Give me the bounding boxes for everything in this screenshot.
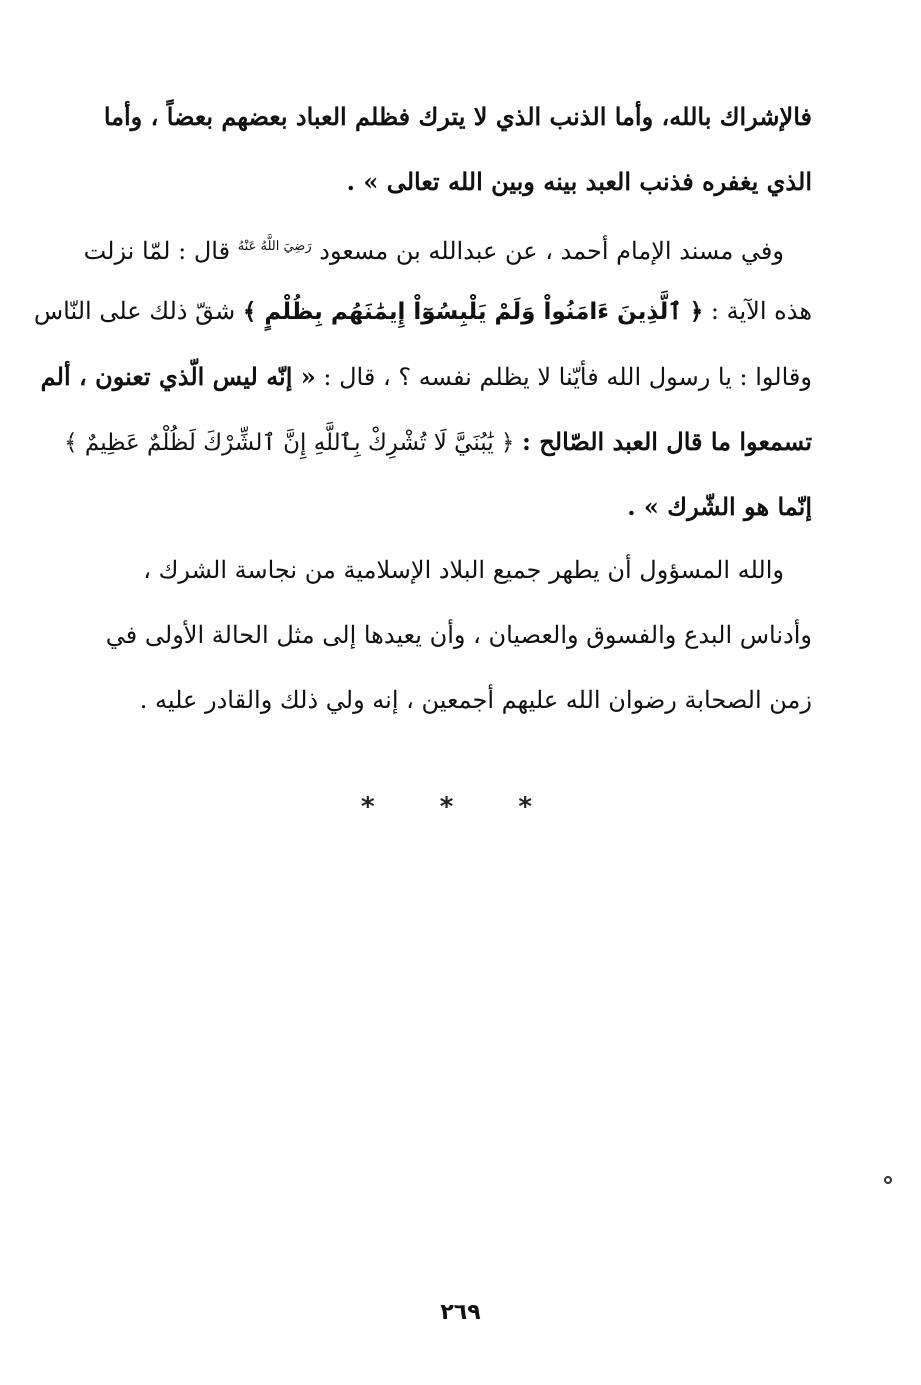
text-line (33, 279, 812, 344)
text-segment: وقالوا : يا رسول الله فأيّنا لا يظلم نفسه ؟ ، قال : (323, 363, 812, 391)
text-line: والله المسؤول أن يطهر جميع البلاد الإسلامية من نجاسة الشرك ، (143, 556, 784, 584)
page-number: ٢٦٩ (440, 1300, 481, 1325)
text-line (83, 214, 812, 279)
paragraph-supplication (104, 538, 812, 733)
text-segment: قال : لمّا نزلت (83, 237, 231, 265)
paragraph-hadith-continuation (104, 84, 812, 214)
quran-verse: ﴿ ٱلَّذِينَ ءَامَنُواْ وَلَمْ يَلْبِسُوٓاْ إِيمَٰنَهُم بِظُلْمٍ ﴾ (242, 299, 704, 325)
text-line: وأدناس البدع والفسوق والعصيان ، وأن يعيدها إلى مثل الحالة الأولى في (105, 621, 812, 649)
text-line: زمن الصحابة رضوان الله عليهم أجمعين ، إنه ولي ذلك والقادر عليه . (139, 686, 812, 714)
paragraph-musnad-ahmad (33, 214, 812, 539)
text-segment: وفي مسند الإمام أحمد ، عن عبدالله بن مسعود (319, 237, 784, 265)
hadith-quote: تسمعوا ما قال العبد الصّالح : (522, 427, 812, 456)
text-line (64, 409, 812, 474)
text-segment: هذه الآية : (710, 297, 812, 325)
quran-verse: ﴿ يَٰبُنَيَّ لَا تُشْرِكْ بِٱللَّهِ إِنَّ ٱلشِّرْكَ لَظُلْمٌ عَظِيمٌ ﴾ (64, 430, 515, 456)
text-line (40, 344, 812, 409)
section-separator: * * * (361, 792, 560, 822)
honorific-mark: رَضِيَ اللَّهُ عَنْهُ (237, 239, 312, 254)
text-line: إنّما هو الشّرك » . (627, 492, 812, 521)
hadith-quote: « إنّه ليس الّذي تعنون ، ألم (40, 362, 316, 391)
text-line: فالإشراك بالله، وأما الذنب الذي لا يترك فظلم العباد بعضهم بعضاً ، وأما (103, 102, 812, 131)
text-segment: شقّ ذلك على النّاس (33, 297, 236, 325)
text-line: الذي يغفره فذنب العبد بينه وبين الله تعالى » . (346, 167, 812, 196)
margin-mark (884, 1176, 892, 1184)
